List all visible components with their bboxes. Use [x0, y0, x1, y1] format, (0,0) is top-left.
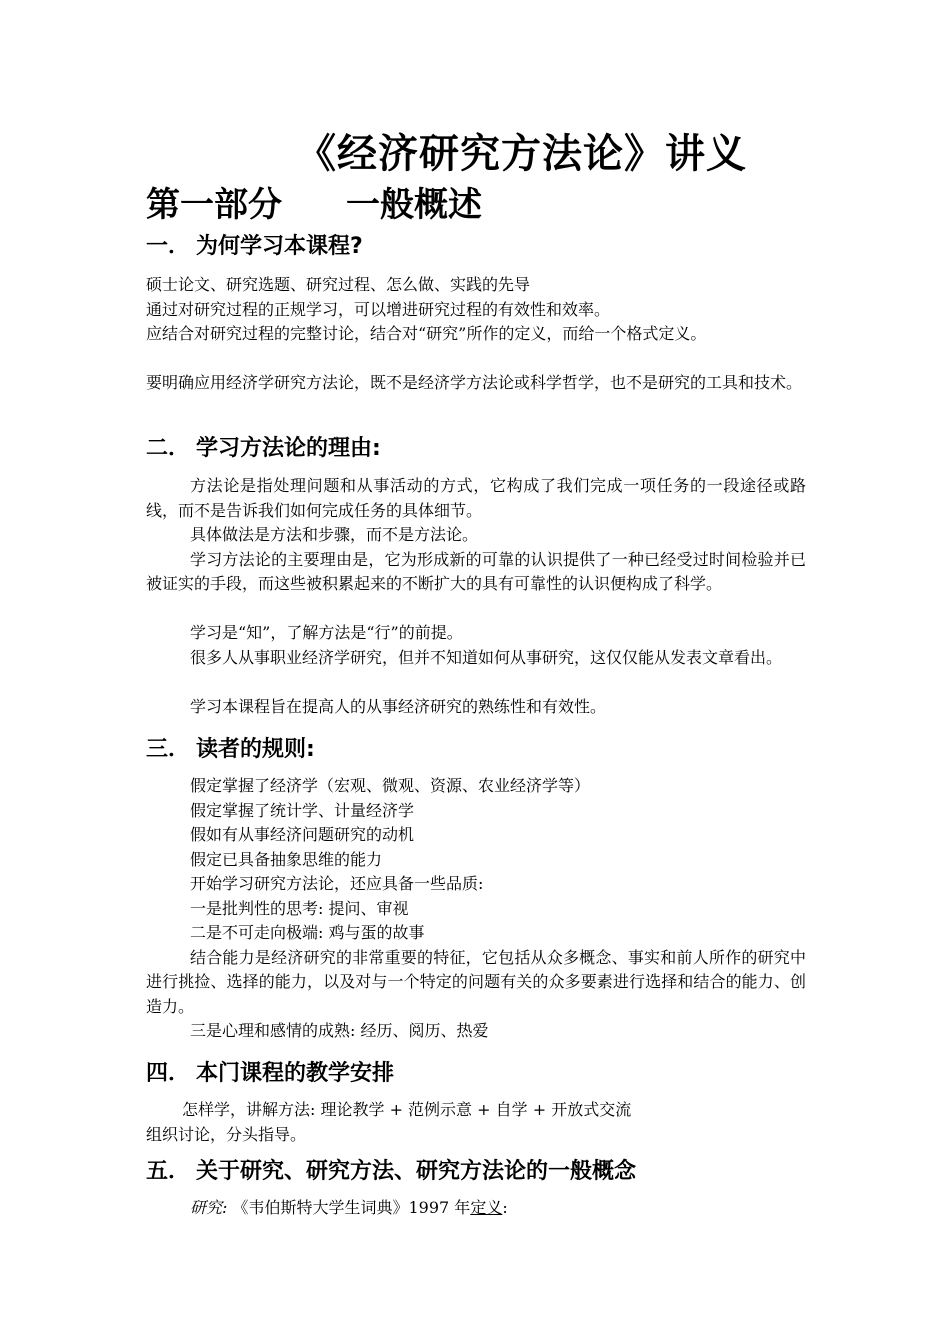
section-3-paragraph: 结合能力是经济研究的非常重要的特征，它包括从众多概念、事实和前人所作的研究中进行挑捡、选择的能力，以及对与一个特定的问题有关的众多要素进行选择和结合的能力、创造力。 [146, 947, 806, 1016]
section-number: 一． [146, 234, 191, 259]
section-4-line: 怎样学，讲解方法: 理论教学 + 范例示意 + 自学 + 开放式交流 [182, 1100, 632, 1119]
section-2-paragraph: 具体做法是方法和步骤，而不是方法论。 [190, 525, 479, 544]
section-3-line: 假定已具备抽象思维的能力 [190, 849, 383, 869]
section-title: 读者的规则: [196, 737, 315, 762]
section-title: 学习方法论的理由: [196, 436, 381, 461]
section-1-line: 硕士论文、研究选题、研究过程、怎么做、实践的先导 [146, 275, 531, 294]
section-3-line: 二是不可走向极端: 鸡与蛋的故事 [190, 923, 425, 942]
definition-source: 《韦伯斯特大学生词典》1997 年 [232, 1198, 471, 1217]
section-title: 本门课程的教学安排 [196, 1061, 395, 1086]
section-3-line: 三是心理和感情的成熟: 经历、阅历、热爱 [190, 1021, 489, 1040]
section-1-line: 通过对研究过程的正规学习，可以增进研究过程的有效性和效率。 [146, 299, 611, 319]
part-number: 第一部分 [146, 185, 282, 225]
section-2-paragraph: 学习本课程旨在提高人的从事经济研究的熟练性和有效性。 [190, 696, 607, 716]
part-heading [146, 180, 482, 230]
section-3-line: 假定掌握了经济学（宏观、微观、资源、农业经济学等） [190, 776, 591, 795]
section-1-heading [146, 230, 363, 264]
section-2-heading [146, 432, 381, 466]
definition-word: 定义 [470, 1198, 503, 1217]
section-title: 为何学习本课程? [196, 234, 363, 259]
definition-term: 研究: [190, 1198, 228, 1217]
part-title: 一般概述 [346, 185, 482, 225]
section-number: 三． [146, 737, 191, 762]
section-number: 五． [146, 1159, 191, 1184]
section-3-heading [146, 733, 315, 767]
section-4-heading [146, 1057, 394, 1091]
section-4-line: 组织讨论，分头指导。 [146, 1124, 307, 1144]
section-1-paragraph: 应结合对研究过程的完整讨论，结合对“研究”所作的定义，而给一个格式定义。 [146, 324, 707, 343]
section-2-paragraph: 学习是“知”，了解方法是“行”的前提。 [190, 623, 463, 642]
section-3-line: 假如有从事经济问题研究的动机 [190, 825, 415, 844]
section-title: 关于研究、研究方法、研究方法论的一般概念 [196, 1159, 637, 1184]
section-2-paragraph: 方法论是指处理问题和从事活动的方式，它构成了我们完成一项任务的一段途径或路线，而不是告诉我们如何完成任务的具体细节。 [146, 476, 806, 520]
section-5-heading [146, 1155, 636, 1189]
section-number: 二． [146, 436, 191, 461]
section-3-line: 一是批判性的思考: 提问、审视 [190, 898, 409, 918]
section-3-line: 假定掌握了统计学、计量经济学 [190, 800, 415, 820]
section-2-paragraph: 学习方法论的主要理由是，它为形成新的可靠的认识提供了一种已经受过时间检验并已被证实的手段，而这些被积累起来的不断扩大的具有可靠性的认识便构成了科学。 [146, 549, 806, 593]
document-title: 《经济研究方法论》讲义 [296, 131, 747, 177]
section-3-line: 开始学习研究方法论，还应具备一些品质: [190, 874, 484, 893]
section-1-paragraph: 要明确应用经济学研究方法论，既不是经济学方法论或科学哲学，也不是研究的工具和技术。 [146, 373, 803, 392]
definition-colon: : [502, 1198, 508, 1217]
section-2-paragraph: 很多人从事职业经济学研究，但并不知道如何从事研究，这仅仅能从发表文章看出。 [190, 647, 783, 667]
section-number: 四． [146, 1061, 191, 1086]
definition-line [190, 1196, 508, 1221]
